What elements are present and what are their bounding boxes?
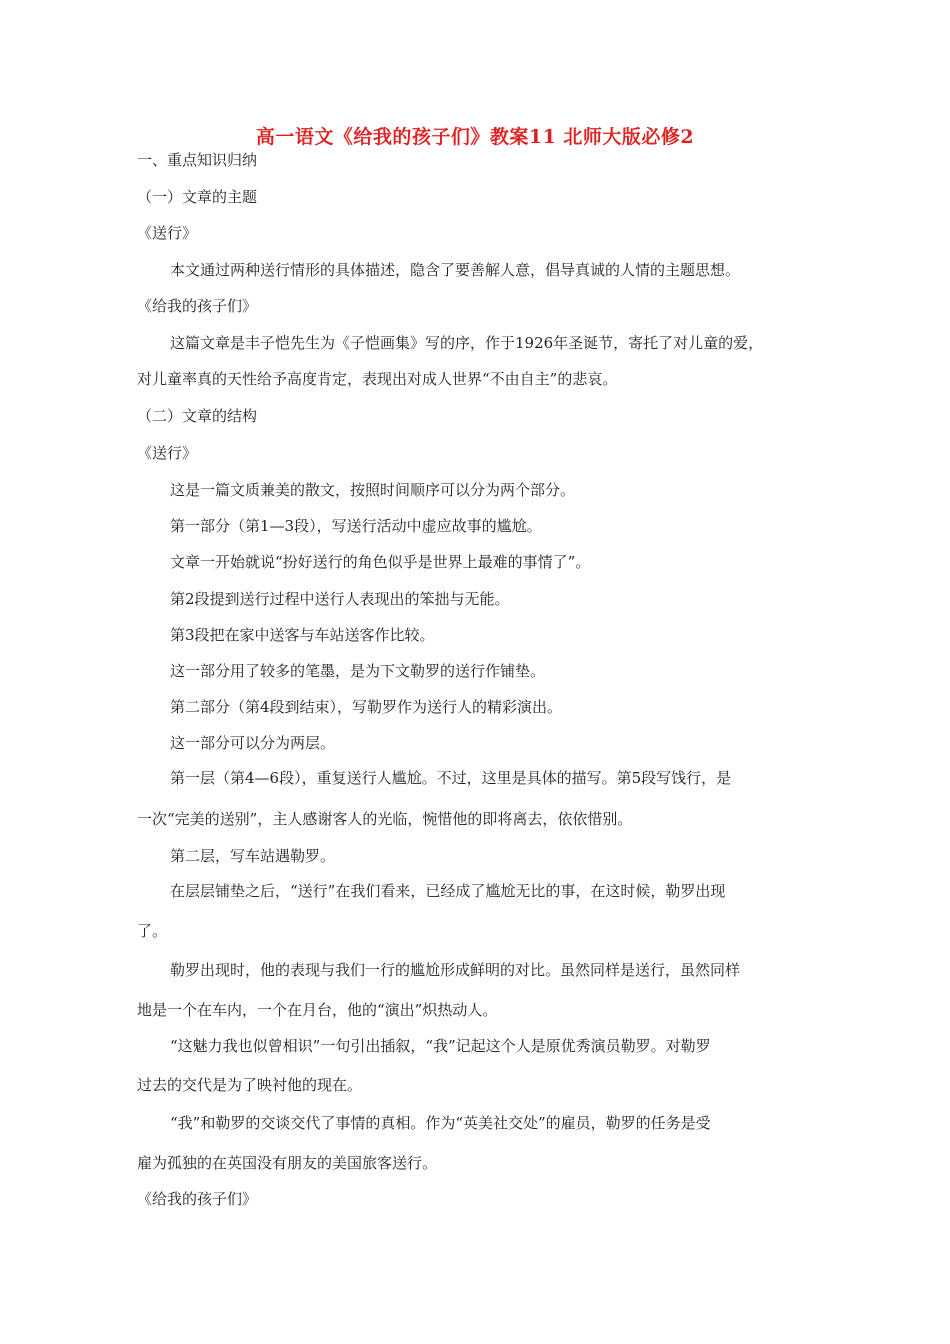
paragraph-line: 第二层，写车站遇勒罗。: [170, 847, 336, 865]
article-title: 《给我的孩子们》: [137, 297, 258, 315]
article-title: 《给我的孩子们》: [137, 1190, 258, 1208]
section-heading: 一、重点知识归纳: [137, 151, 258, 169]
paragraph-line: 文章一开始就说“扮好送行的角色似乎是世界上最难的事情了”。: [170, 553, 591, 571]
paragraph-line: 一次“完美的送别”，主人感谢客人的光临，惋惜他的即将离去，依依惜别。: [137, 810, 633, 828]
subsection-heading: （二）文章的结构: [137, 407, 258, 425]
paragraph-line: 第2段提到送行过程中送行人表现出的笨拙与无能。: [170, 590, 510, 608]
paragraph-line: 勒罗出现时，他的表现与我们一行的尴尬形成鲜明的对比。虽然同样是送行，虽然同样: [170, 961, 741, 979]
paragraph-line: 了。: [137, 922, 168, 940]
paragraph-line: 第一部分（第1—3段），写送行活动中虚应故事的尴尬。: [170, 517, 542, 535]
paragraph-line: 这一部分可以分为两层。: [170, 734, 336, 752]
paragraph-line: 雇为孤独的在英国没有朋友的美国旅客送行。: [137, 1154, 438, 1172]
paragraph-line: 第一层（第4—6段），重复送行人尴尬。不过，这里是具体的描写。第5段写饯行，是: [170, 769, 732, 787]
subsection-heading: （一）文章的主题: [137, 188, 258, 206]
document-title: 高一语文《给我的孩子们》教案11 北师大版必修2: [255, 126, 695, 148]
article-title: 《送行》: [137, 444, 198, 462]
paragraph-line: 第二部分（第4段到结束），写勒罗作为送行人的精彩演出。: [170, 698, 563, 716]
paragraph-line: 这篇文章是丰子恺先生为《子恺画集》写的序，作于1926年圣诞节，寄托了对儿童的爱，: [170, 334, 764, 352]
paragraph-line: 这是一篇文质兼美的散文，按照时间顺序可以分为两个部分。: [170, 481, 576, 499]
article-title: 《送行》: [137, 224, 198, 242]
paragraph-line: 在层层铺垫之后，“送行”在我们看来，已经成了尴尬无比的事，在这时候，勒罗出现: [170, 882, 726, 900]
paragraph-line: 过去的交代是为了映衬他的现在。: [137, 1076, 363, 1094]
paragraph-line: 地是一个在车内，一个在月台，他的“演出”炽热动人。: [137, 1001, 498, 1019]
paragraph-line: 这一部分用了较多的笔墨，是为下文勒罗的送行作铺垫。: [170, 662, 546, 680]
paragraph-line: “我”和勒罗的交谈交代了事情的真相。作为“英美社交处”的雇员，勒罗的任务是受: [170, 1114, 711, 1132]
paragraph-line: 对儿童率真的天性给予高度肯定，表现出对成人世界“不由自主”的悲哀。: [137, 370, 618, 388]
paragraph-line: 本文通过两种送行情形的具体描述，隐含了要善解人意，倡导真诚的人情的主题思想。: [170, 261, 741, 279]
paragraph-line: “这魅力我也似曾相识”一句引出插叙，“我”记起这个人是原优秀演员勒罗。对勒罗: [170, 1037, 711, 1055]
paragraph-line: 第3段把在家中送客与车站送客作比较。: [170, 626, 435, 644]
